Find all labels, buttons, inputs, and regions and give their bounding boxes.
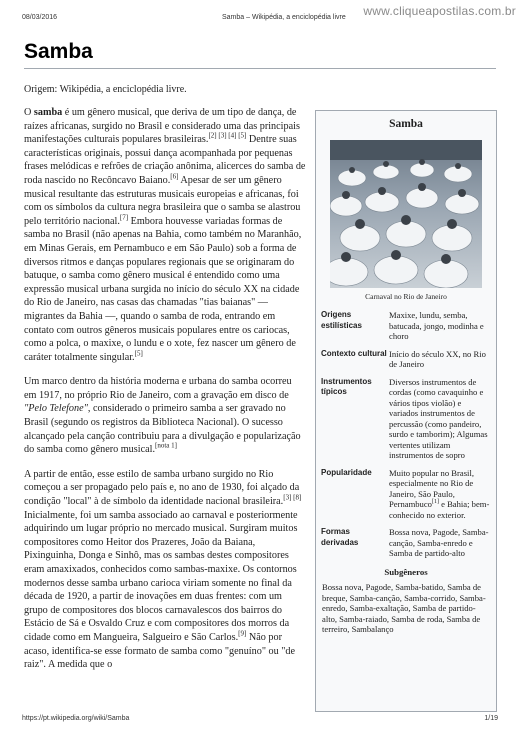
- paragraph-development: [24, 468, 306, 672]
- infobox-label: Contexto cultural: [321, 348, 387, 358]
- citation-link[interactable]: [6]: [170, 172, 179, 181]
- text: Não por acaso, identifica-se esse formato de samba como "genuíno" ou "de raiz". A medida que o: [24, 631, 296, 671]
- text: Muito popular no Brasil, especialmente no Rio de Janeiro, São Paulo, Pernambuco: [389, 467, 474, 509]
- print-url: https://pt.wikipedia.org/wiki/Samba: [22, 715, 130, 722]
- citation-link[interactable]: [1]: [431, 499, 439, 506]
- infobox-row-popularity: [316, 468, 496, 521]
- infobox-label: Popularidade: [321, 467, 372, 477]
- song-title[interactable]: "Pelo Telefone": [24, 403, 88, 415]
- paragraph-history: [24, 375, 306, 457]
- infobox-value: Bossa nova, Pagode, Samba-canção, Samba-enredo e Samba de partido-alto: [389, 527, 489, 558]
- image-caption: Carnaval no Rio de Janeiro: [365, 291, 447, 301]
- text: Inicialmente, foi um samba associado ao carnaval e posteriormente adquirindo um lugar próprio no mercado musical. Surgiram muitos compositores como Heitor dos Prazeres, João da Baiana, Pixinguinha, Donga e Sinhô, mas os sambas destes compositores eram amaxixados, conhecidos como sambas-maxixe. Os contornos modernos desse samba urbano carioca viriam somente no final da década de 1920, a partir de inovações em duas frentes: com um grupo de compositores dos blocos carnavalescos dos bairros do Estácio de Sá e Osvaldo Cruz e com compositores dos morros da cidade como em Mangueira, Salgueiro e São Carlos.: [24, 509, 298, 643]
- text: Apesar de ser um gênero musical resultante das estruturas musicais europeias e africanas, foi com os símbolos da cultura negra brasileira que o samba se alastrou pelo território nacional.: [24, 174, 301, 227]
- page-title: Samba: [24, 40, 93, 63]
- text: e Bahia; bem-conhecido no exterior.: [389, 499, 490, 520]
- text: é um gênero musical, que deriva de um tipo de dança, de raízes africanas, surgido no Brasil e considerado uma das principais manifestações culturais populares brasileiras.: [24, 107, 300, 146]
- infobox-label: Formas derivadas: [321, 527, 359, 547]
- infobox-label: Origens estilísticas: [321, 310, 362, 330]
- watermark: www.cliqueapostilas.com.br: [363, 4, 516, 18]
- text: Embora houvesse variadas formas de samba no Brasil (não apenas na Bahia, como também no Maranhão, em Minas Gerais, em Pernambuco e em São Paulo) sob a forma de diversos ritmos e danças populares regionais que se originaram do batuque, o samba como gênero musical é entendido como uma expressão musical urbana surgida no início do século XX na cidade do Rio de Janeiro, nas casas das chamadas "tias baianas" — migrantes da Bahia —, quando o samba de roda, entrando em contato com outros gêneros musicais populares entre os cariocas, como a polca, o maxixe, o lundu e o xote, fez nascer um gênero de caráter totalmente singular.: [24, 215, 302, 363]
- infobox-row-derived: [316, 527, 496, 559]
- title-divider: [24, 68, 496, 69]
- origin-line: Origem: Wikipédia, a enciclopédia livre.: [24, 84, 187, 95]
- citation-link[interactable]: [5]: [134, 349, 143, 358]
- text: , considerado o primeiro samba a ser gravado no Brasil (segundo os registros da Biblioteca Nacional). O sucesso alcançado pela canção contribuiu para a divulgação e popularização do samba como gênero musical.: [24, 403, 301, 456]
- print-page-number: 1/19: [484, 715, 498, 722]
- subgenres-header: Subgêneros: [384, 566, 428, 577]
- infobox: [315, 110, 497, 712]
- text: A partir de então, esse estilo de samba urbano surgido no Rio começou a ser propagado pelo país e, no ano de 1930, foi alçado da condição "local" à de símbolo da identidade nacional brasileira.: [24, 468, 300, 508]
- infobox-value: Diversos instrumentos de cordas (como cavaquinho e vários tipos violão) e variados instrumentos de percussão (como pandeiro, surdo e tamborim); Algumas vertentes utilizam instrumentos de sopro: [389, 376, 488, 460]
- citation-link[interactable]: [7]: [119, 213, 129, 222]
- infobox-value: Início do século XX, no Rio de Janeiro: [389, 348, 486, 369]
- infobox-row-origins: [316, 310, 496, 342]
- term-samba[interactable]: samba: [33, 107, 63, 118]
- subgenres-list: Bossa nova, Pagode, Samba-batido, Samba de breque, Samba-canção, Samba-corrido, Samba-enredo, Samba-exaltação, Samba de partido-alto, Samba-raiado, Samba de roda, Samba de terreiro, Sambalanço: [322, 582, 486, 634]
- note-link[interactable]: [nota 1]: [155, 441, 177, 450]
- print-date: 08/03/2016: [22, 14, 58, 21]
- text: Um marco dentro da história moderna e urbana do samba ocorreu em 1917, no próprio Rio de Janeiro, com a gravação em disco de: [24, 376, 292, 401]
- citation-link[interactable]: [3] [8]: [283, 493, 302, 502]
- text: O: [24, 107, 34, 118]
- infobox-value: Maxixe, lundu, semba, batucada, jongo, modinha e choro: [389, 310, 484, 341]
- carnival-photo[interactable]: [330, 140, 482, 288]
- citation-link[interactable]: [9]: [238, 629, 247, 638]
- infobox-value: [389, 468, 492, 521]
- article-body: [24, 106, 306, 708]
- infobox-title: Samba: [389, 118, 423, 130]
- print-header: [22, 14, 350, 26]
- paragraph-intro: [24, 106, 306, 364]
- infobox-label: Instrumentos típicos: [321, 376, 372, 396]
- infobox-row-context: [316, 349, 496, 370]
- text: Dentre suas características originais, possui dança acompanhada por pequenas frases melódicas e refrões de criação anônima, alicerces do samba de roda nascido no Recôncavo Baiano.: [24, 134, 306, 186]
- infobox-row-instruments: [316, 377, 496, 461]
- citation-link[interactable]: [2] [3] [4] [5]: [208, 131, 247, 140]
- print-title: Samba – Wikipédia, a enciclopédia livre: [222, 14, 346, 21]
